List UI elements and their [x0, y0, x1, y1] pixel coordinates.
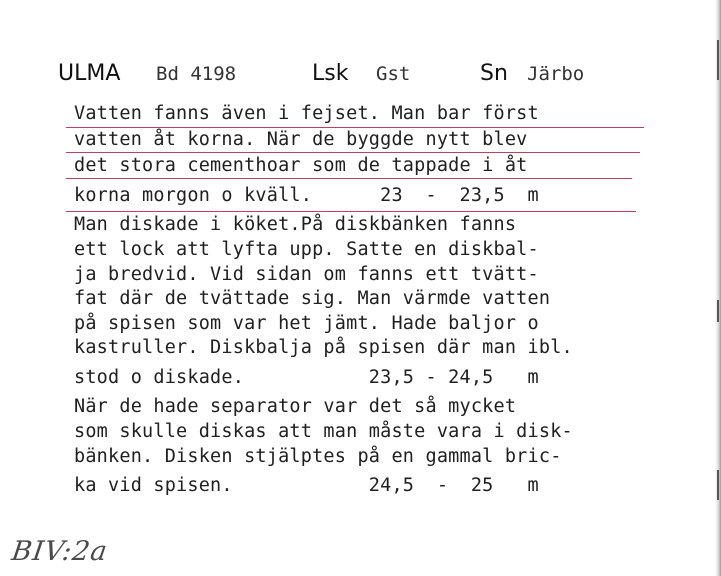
sn-label: Sn [480, 61, 508, 86]
text-line: ja bredvid. Vid sidan om fanns ett tvätt- [74, 264, 539, 285]
text-line: vatten åt korna. När de byggde nytt blev [74, 129, 528, 150]
text-line: ett lock att lyfta upp. Satte en diskbal- [74, 239, 539, 260]
text-line: på spisen som var het jämt. Hade baljor o [74, 313, 539, 334]
text-line: fat där de tvättade sig. Man värmde vatten [74, 288, 551, 309]
red-underline [66, 152, 640, 153]
lsk-label: Lsk [312, 61, 349, 86]
edge-mark [717, 40, 719, 80]
sn-value: Järbo [527, 63, 585, 85]
text-line: korna morgon o kväll. 23 - 23,5 m [74, 185, 539, 206]
lsk-value: Gst [376, 63, 411, 85]
archive-code: ULMA [58, 61, 121, 86]
red-underline [66, 211, 636, 212]
handwritten-signature: BIV:2a [9, 536, 110, 567]
edge-mark [717, 300, 719, 322]
edge-mark [717, 470, 719, 500]
text-line: När de hade separator var det så mycket [74, 396, 517, 417]
text-line: Vatten fanns även i fejset. Man bar först [74, 103, 539, 124]
text-line: stod o diskade. 23,5 - 24,5 m [74, 367, 539, 388]
text-line: som skulle diskas att man måste vara i disk- [74, 421, 573, 442]
text-line: kastruller. Diskbalja på spisen där man ibl. [74, 337, 573, 358]
text-line: Man diskade i köket.På diskbänken fanns [74, 214, 517, 235]
red-underline [66, 178, 632, 179]
text-line: ka vid spisen. 24,5 - 25 m [74, 475, 539, 496]
bd-number: Bd 4198 [156, 63, 237, 85]
text-line: det stora cementhoar som de tappade i åt [74, 155, 528, 176]
text-line: bänken. Disken stjälptes på en gammal bric- [74, 446, 562, 467]
